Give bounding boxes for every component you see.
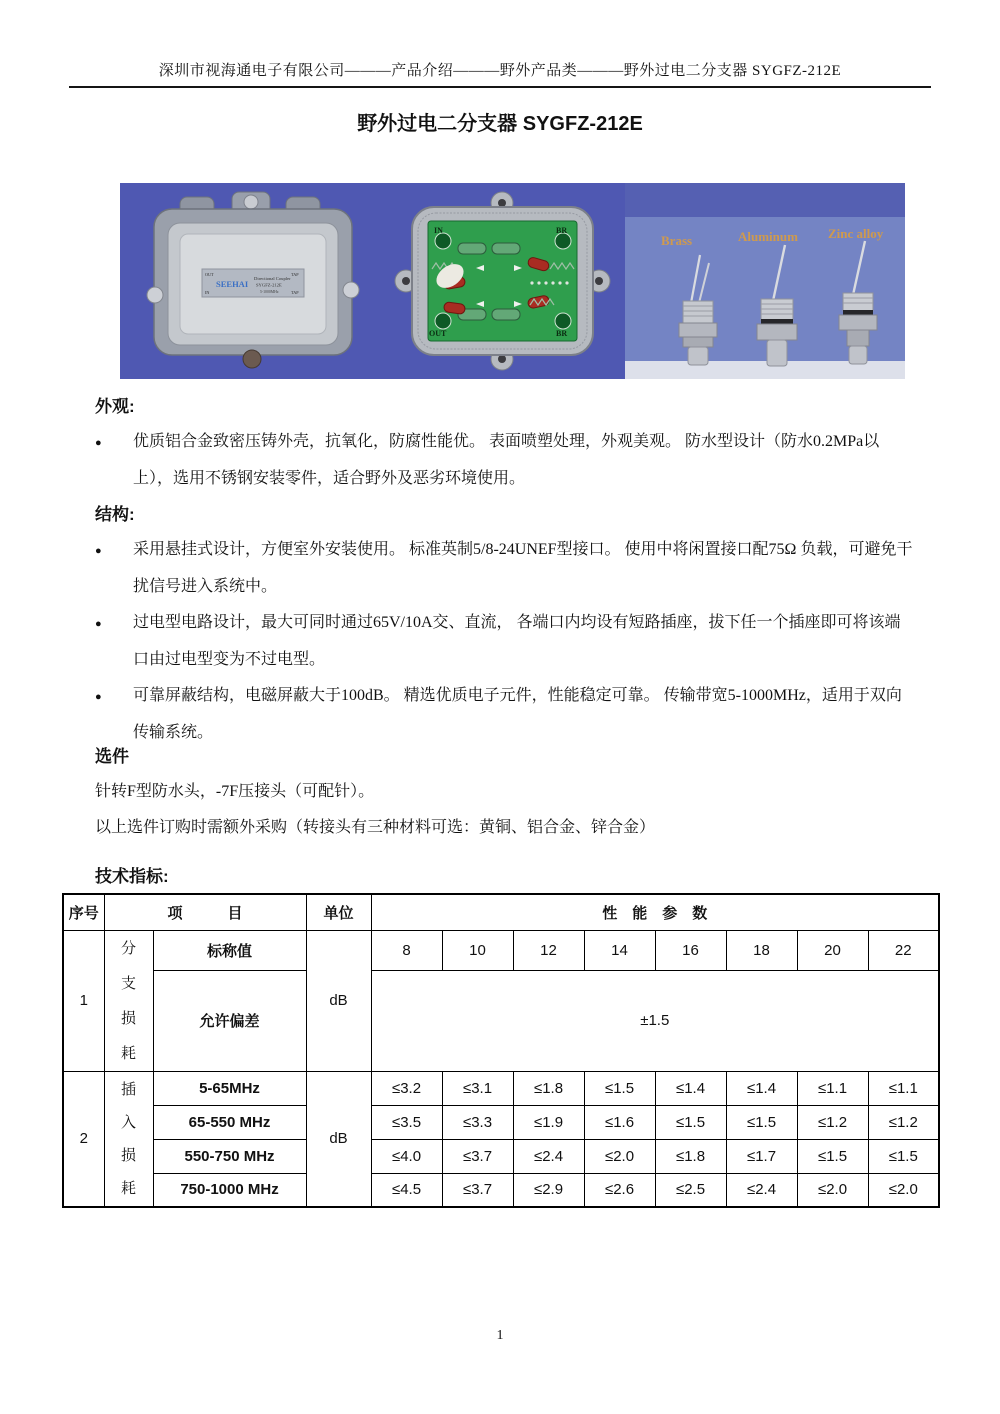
bullet-text: 可靠屏蔽结构，电磁屏蔽大于100dB。 精选优质电子元件，性能稳定可靠。 传输带宽5-1000MHz，适用于双向传输系统。	[133, 687, 902, 741]
section-appearance	[95, 390, 913, 497]
label-line-1: Directional Coupler	[254, 276, 291, 281]
spec-value-cell: 8	[371, 930, 442, 970]
pcb-port-br-top: BR	[556, 226, 568, 235]
spec-value-cell: ≤1.2	[797, 1105, 868, 1139]
deviation-label: 允许偏差	[153, 970, 306, 1071]
page-title: 野外过电二分支器 SYGFZ-212E	[357, 113, 643, 135]
row2-item-text: 插入损耗	[120, 1080, 136, 1197]
table-row-freq-2	[63, 1105, 939, 1139]
port-label-out: OUT	[205, 272, 214, 277]
port-pad	[435, 233, 451, 249]
photo-enclosure-closed	[120, 183, 380, 379]
spec-value-cell: ≤3.7	[442, 1139, 513, 1173]
section-structure	[95, 498, 913, 751]
header-params: 性 能 参 数	[371, 894, 939, 930]
row1-item-text: 分支损耗	[120, 939, 136, 1062]
spec-value-cell: ≤2.9	[513, 1173, 584, 1207]
freq-label: 550-750 MHz	[153, 1139, 306, 1173]
port-pad	[435, 313, 451, 329]
options-line: 以上选件订购时需额外采购（转接头有三种材料可选：黄铜、铝合金、锌合金）	[95, 819, 656, 836]
connector-label-zinc-alloy: Zinc alloy	[828, 226, 884, 241]
spec-value-cell: ≤1.1	[868, 1071, 939, 1105]
row2-index: 2	[63, 1071, 104, 1207]
spec-value-cell: ≤3.3	[442, 1105, 513, 1139]
port-pad	[555, 233, 571, 249]
header-item: 项 目	[104, 894, 306, 930]
pcb-port-br-bottom: BR	[556, 329, 568, 338]
spec-value-cell: 12	[513, 930, 584, 970]
nominal-label: 标称值	[153, 930, 306, 970]
screw	[595, 277, 603, 285]
row1-item	[104, 930, 153, 1071]
section-options	[95, 740, 913, 846]
table-header-row	[63, 894, 939, 930]
spec-value-cell: ≤1.5	[868, 1139, 939, 1173]
bullet-item	[95, 605, 913, 678]
freq-label: 750-1000 MHz	[153, 1173, 306, 1207]
product-photos	[120, 183, 905, 379]
screw	[244, 195, 258, 209]
bullet-icon: ●	[95, 691, 102, 703]
row2-item	[104, 1071, 153, 1207]
spec-value-cell: ≤1.4	[655, 1071, 726, 1105]
table-row-freq-1	[63, 1071, 939, 1105]
spec-value-cell: ≤4.5	[371, 1173, 442, 1207]
spec-value-cell: ≤4.0	[371, 1139, 442, 1173]
spec-value-cell: ≤1.9	[513, 1105, 584, 1139]
screw	[147, 287, 163, 303]
spec-value-cell: ≤1.5	[655, 1105, 726, 1139]
spec-value-cell: 16	[655, 930, 726, 970]
table-row-nominal	[63, 930, 939, 970]
bullet-icon: ●	[95, 437, 102, 449]
options-line: 针转F型防水头，-7F压接头（可配针）。	[95, 783, 375, 800]
screw	[243, 350, 261, 368]
brand-text: SEEHAI	[216, 279, 249, 289]
appearance-heading: 外观:	[95, 397, 135, 416]
spec-value-cell: ≤2.4	[513, 1139, 584, 1173]
header-divider	[69, 86, 931, 88]
structure-heading: 结构:	[95, 505, 135, 524]
spec-value-cell: 14	[584, 930, 655, 970]
port-pad	[555, 313, 571, 329]
photo3-top-band	[625, 183, 905, 217]
table-row-freq-4	[63, 1173, 939, 1207]
bullet-text: 采用悬挂式设计，方便室外安装使用。 标准英制5/8-24UNEF型接口。 使用中将闲置接口配75Ω 负载，可避免干扰信号进入系统中。	[133, 541, 913, 595]
spec-table-container	[62, 893, 940, 1208]
bullet-icon: ●	[95, 545, 102, 557]
row1-unit: dB	[306, 930, 371, 1071]
bullet-text: 过电型电路设计，最大可同时通过65V/10A交、直流， 各端口内均设有短路插座，拔下任一个插座即可将该端口由过电型变为不过电型。	[133, 614, 901, 668]
spec-value-cell: 22	[868, 930, 939, 970]
spec-value-cell: 18	[726, 930, 797, 970]
pcb-port-out: OUT	[429, 329, 447, 338]
header-unit: 单位	[306, 894, 371, 930]
connector-label-aluminum: Aluminum	[738, 229, 798, 244]
header-index: 序号	[63, 894, 104, 930]
spec-value-cell: 10	[442, 930, 513, 970]
screw	[402, 277, 410, 285]
spec-value-cell: 20	[797, 930, 868, 970]
spec-value-cell: ≤1.5	[726, 1105, 797, 1139]
shielded-component	[458, 243, 486, 254]
row2-unit: dB	[306, 1071, 371, 1207]
bullet-item	[95, 532, 913, 605]
port-label-in: IN	[205, 290, 210, 295]
photo-enclosure-open-pcb	[380, 183, 625, 379]
port-label-tap: TAP	[291, 272, 299, 277]
spec-value-cell: ≤1.6	[584, 1105, 655, 1139]
spec-value-cell: ≤2.5	[655, 1173, 726, 1207]
spec-value-cell: ≤2.4	[726, 1173, 797, 1207]
photo-connectors	[625, 183, 905, 379]
screw	[498, 355, 506, 363]
spec-value-cell: ≤1.4	[726, 1071, 797, 1105]
spec-value-cell: ≤3.2	[371, 1071, 442, 1105]
spec-value-cell: ≤3.7	[442, 1173, 513, 1207]
page-number: 1	[496, 1328, 504, 1343]
freq-label: 65-550 MHz	[153, 1105, 306, 1139]
screw	[343, 282, 359, 298]
spec-value-cell: ≤3.1	[442, 1071, 513, 1105]
spec-value-cell: ≤1.5	[797, 1139, 868, 1173]
spec-value-cell: ≤2.0	[868, 1173, 939, 1207]
table-row-freq-3	[63, 1139, 939, 1173]
port-label-tap: TAP	[291, 290, 299, 295]
options-heading: 选件	[95, 747, 129, 766]
connector-label-brass: Brass	[661, 233, 693, 248]
spec-value-cell: ≤1.8	[513, 1071, 584, 1105]
bullet-icon: ●	[95, 618, 102, 630]
spec-table	[62, 893, 940, 1208]
bullet-text: 优质铝合金致密压铸外壳，抗氧化，防腐性能优。 表面喷塑处理，外观美观。 防水型设计（防水0.2MPa以上），选用不锈钢安装零件，适合野外及恶劣环境使用。	[133, 433, 880, 487]
row1-index: 1	[63, 930, 104, 1071]
spec-value-cell: ≤2.6	[584, 1173, 655, 1207]
label-line-2: SYGFZ-212E	[256, 282, 282, 288]
spec-value-cell: ≤1.1	[797, 1071, 868, 1105]
page-header-text: 深圳市视海通电子有限公司———产品介绍———野外产品类———野外过电二分支器 SYGFZ-212E	[158, 63, 842, 79]
deviation-value: ±1.5	[371, 970, 939, 1071]
table-row-deviation	[63, 970, 939, 1071]
shielded-component	[492, 309, 520, 320]
spec-value-cell: ≤1.8	[655, 1139, 726, 1173]
screw	[498, 199, 506, 207]
spec-value-cell: ≤2.0	[584, 1139, 655, 1173]
spec-value-cell: ≤1.2	[868, 1105, 939, 1139]
shielded-component	[492, 243, 520, 254]
spec-value-cell: ≤1.5	[584, 1071, 655, 1105]
freq-label: 5-65MHz	[153, 1071, 306, 1105]
specs-heading: 技术指标:	[95, 867, 169, 886]
bullet-item	[95, 424, 913, 497]
pcb-port-in: IN	[434, 226, 443, 235]
spec-value-cell: ≤3.5	[371, 1105, 442, 1139]
spec-value-cell: ≤2.0	[797, 1173, 868, 1207]
label-line-3: 5-1000MHz	[260, 290, 279, 294]
spec-value-cell: ≤1.7	[726, 1139, 797, 1173]
